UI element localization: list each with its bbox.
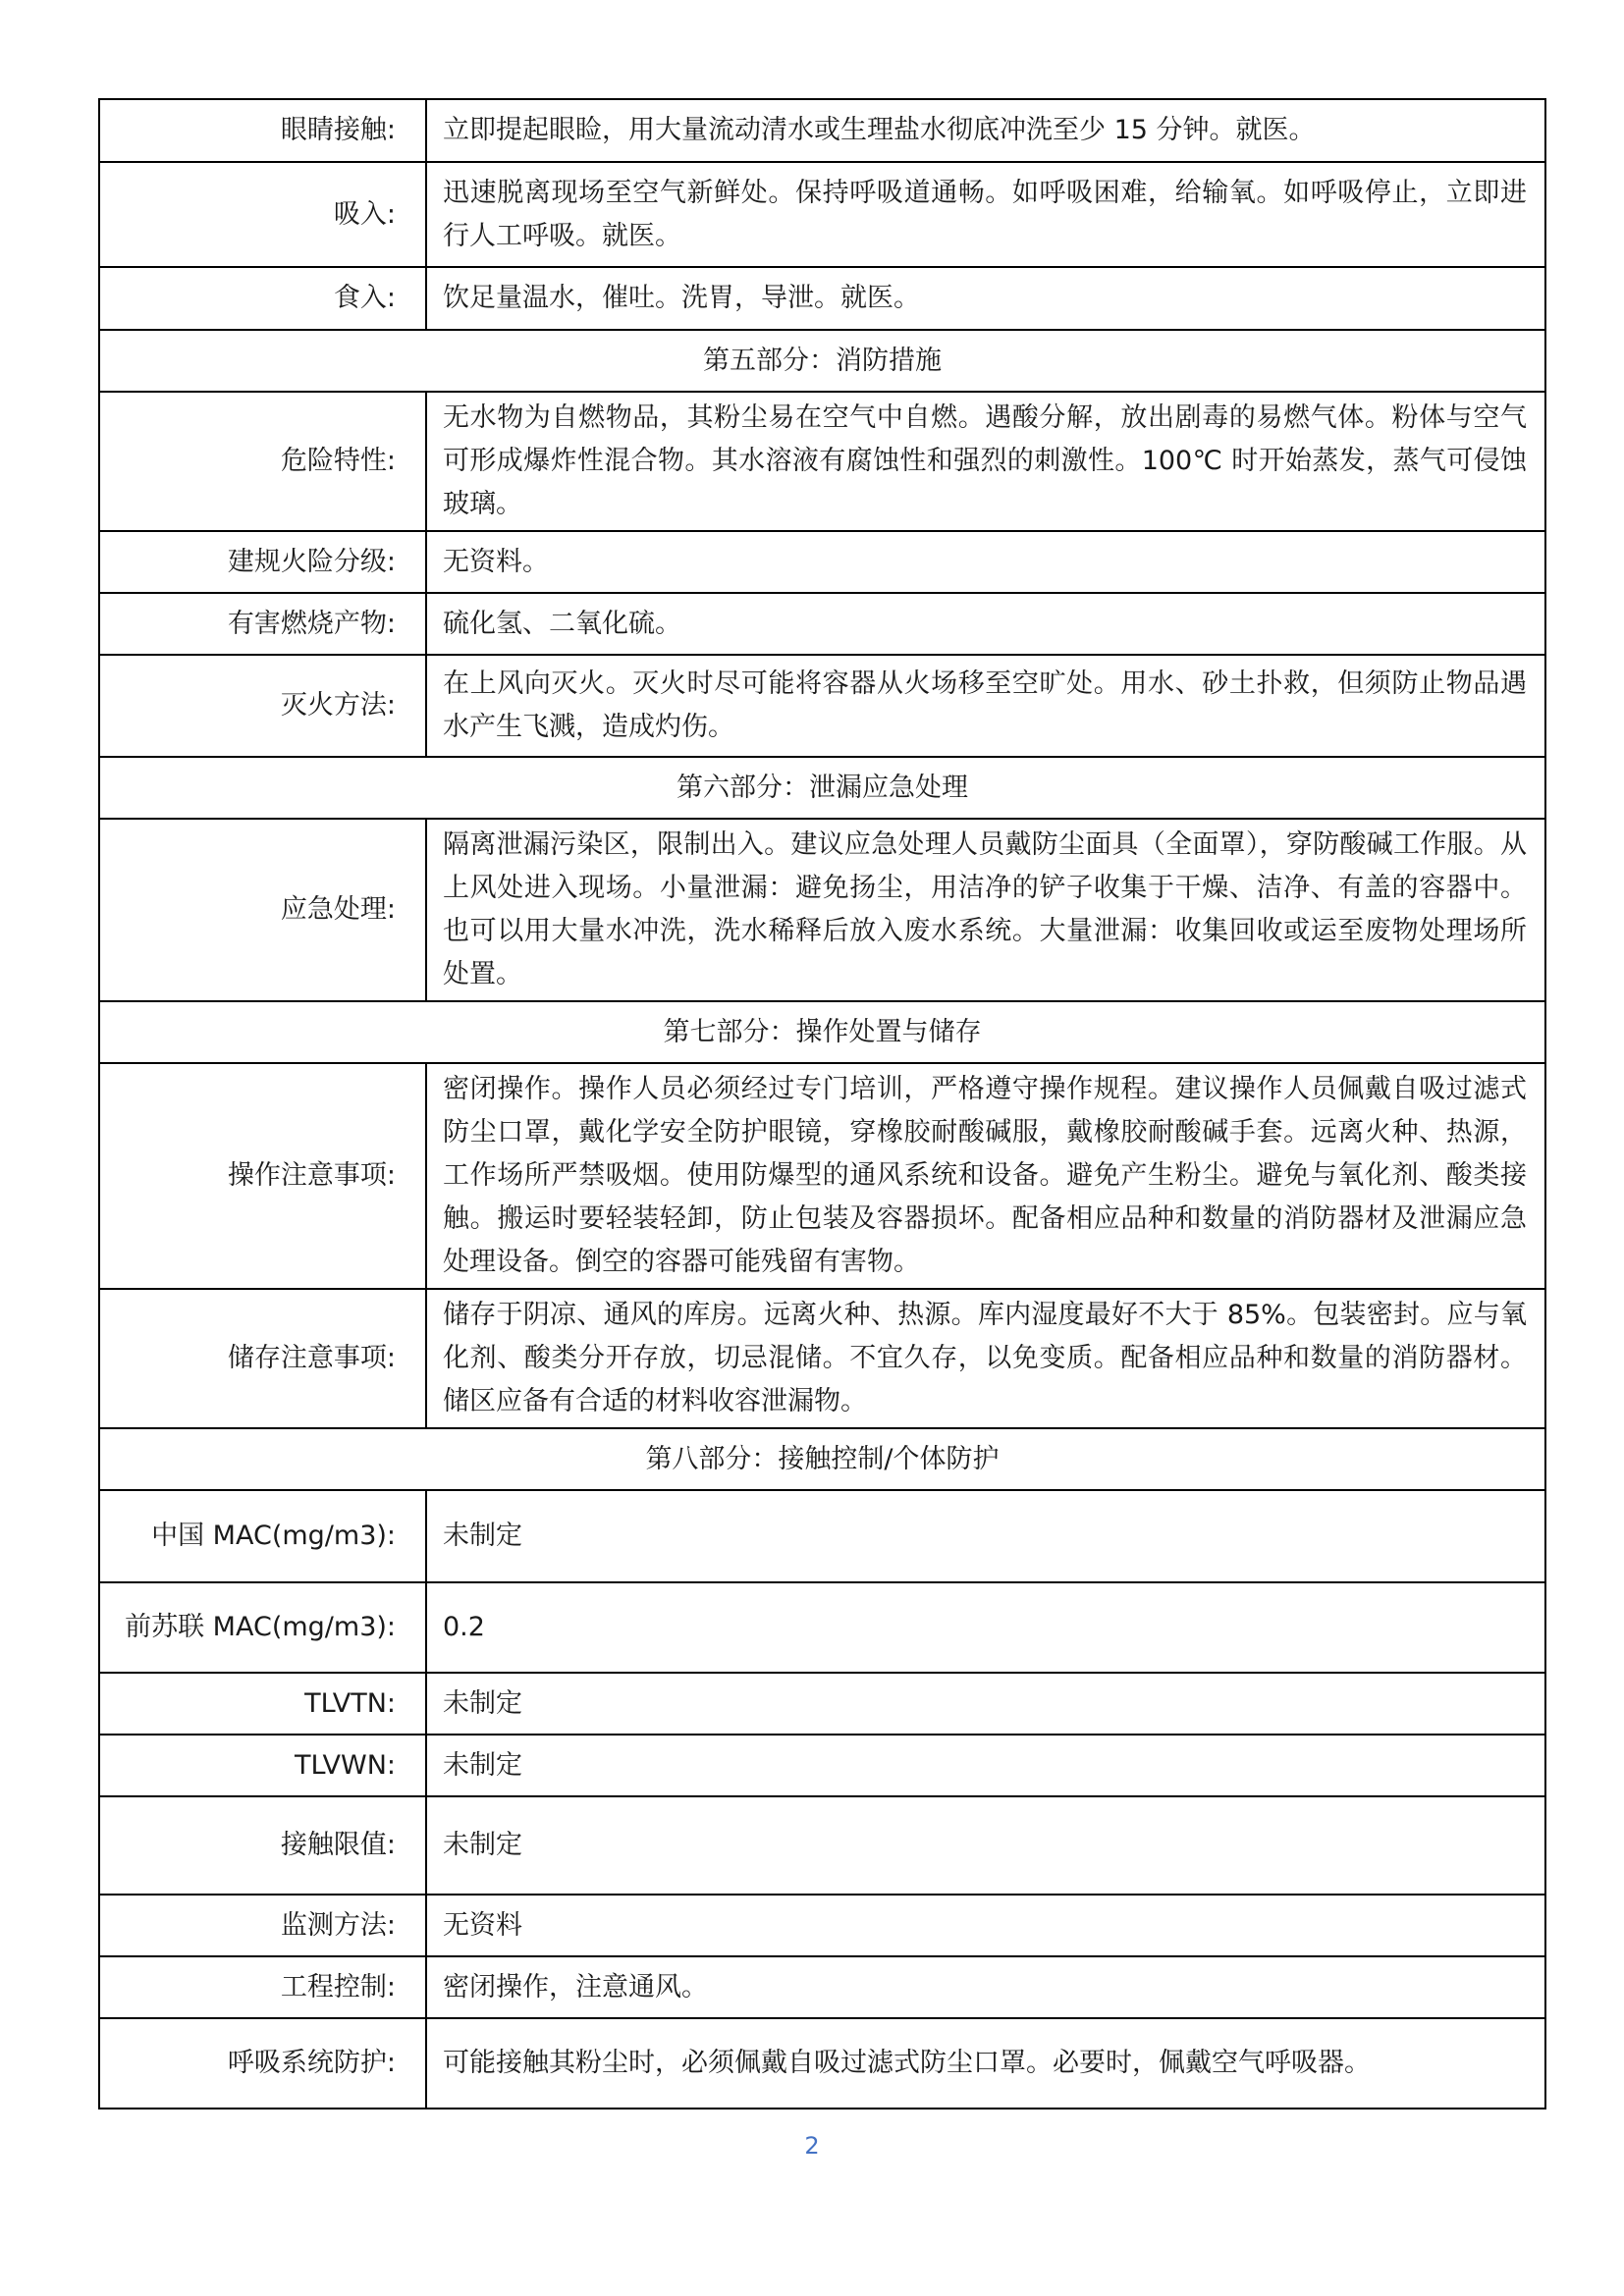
row-label: 食入: xyxy=(99,267,426,330)
table-row xyxy=(99,267,1545,330)
row-label: TLVTN: xyxy=(99,1673,426,1735)
row-label: 吸入: xyxy=(99,162,426,267)
row-value: 无资料。 xyxy=(426,531,1545,593)
row-value: 储存于阴凉、通风的库房。远离火种、热源。库内湿度最好不大于 85%。包装密封。应与氧化剂、酸类分开存放，切忌混储。不宜久存，以免变质。配备相应品种和数量的消防器材。储区应备有合适的材料收容泄漏物。 xyxy=(426,1289,1545,1428)
section-header-row xyxy=(99,330,1545,392)
row-label: 工程控制: xyxy=(99,1956,426,2018)
table-row xyxy=(99,162,1545,267)
row-label: 接触限值: xyxy=(99,1796,426,1895)
row-value: 未制定 xyxy=(426,1735,1545,1796)
section-title: 第六部分：泄漏应急处理 xyxy=(99,757,1545,819)
table-row xyxy=(99,1289,1545,1428)
row-value: 无水物为自燃物品，其粉尘易在空气中自燃。遇酸分解，放出剧毒的易燃气体。粉体与空气可形成爆炸性混合物。其水溶液有腐蚀性和强烈的刺激性。100℃ 时开始蒸发，蒸气可侵蚀玻璃。 xyxy=(426,392,1545,531)
row-label: 操作注意事项: xyxy=(99,1063,426,1289)
table-row xyxy=(99,1796,1545,1895)
row-value: 在上风向灭火。灭火时尽可能将容器从火场移至空旷处。用水、砂土扑救，但须防止物品遇水产生飞溅，造成灼伤。 xyxy=(426,655,1545,757)
row-label: 有害燃烧产物: xyxy=(99,593,426,655)
row-label: 储存注意事项: xyxy=(99,1289,426,1428)
row-value: 迅速脱离现场至空气新鲜处。保持呼吸道通畅。如呼吸困难，给输氧。如呼吸停止，立即进行人工呼吸。就医。 xyxy=(426,162,1545,267)
section-title: 第七部分：操作处置与储存 xyxy=(99,1001,1545,1063)
row-value: 0.2 xyxy=(426,1582,1545,1673)
row-label: 应急处理: xyxy=(99,819,426,1001)
table-row xyxy=(99,819,1545,1001)
row-label: TLVWN: xyxy=(99,1735,426,1796)
row-label: 监测方法: xyxy=(99,1895,426,1956)
table-row xyxy=(99,1490,1545,1582)
section-header-row xyxy=(99,1428,1545,1490)
row-value: 立即提起眼睑，用大量流动清水或生理盐水彻底冲洗至少 15 分钟。就医。 xyxy=(426,99,1545,162)
table-row xyxy=(99,1673,1545,1735)
table-row xyxy=(99,392,1545,531)
section-header-row xyxy=(99,1001,1545,1063)
table-row xyxy=(99,2018,1545,2109)
row-value: 隔离泄漏污染区，限制出入。建议应急处理人员戴防尘面具（全面罩），穿防酸碱工作服。从上风处进入现场。小量泄漏：避免扬尘，用洁净的铲子收集于干燥、洁净、有盖的容器中。也可以用大量水冲洗，洗水稀释后放入废水系统。大量泄漏：收集回收或运至废物处理场所处置。 xyxy=(426,819,1545,1001)
row-value: 未制定 xyxy=(426,1490,1545,1582)
table-row xyxy=(99,593,1545,655)
row-label: 眼睛接触: xyxy=(99,99,426,162)
row-label: 前苏联 MAC(mg/m3): xyxy=(99,1582,426,1673)
section-header-row xyxy=(99,757,1545,819)
row-value: 未制定 xyxy=(426,1673,1545,1735)
row-value: 无资料 xyxy=(426,1895,1545,1956)
row-value: 未制定 xyxy=(426,1796,1545,1895)
row-label: 建规火险分级: xyxy=(99,531,426,593)
row-label: 中国 MAC(mg/m3): xyxy=(99,1490,426,1582)
table-row xyxy=(99,1956,1545,2018)
table-row xyxy=(99,1582,1545,1673)
row-value: 硫化氢、二氧化硫。 xyxy=(426,593,1545,655)
row-value: 饮足量温水，催吐。洗胃，导泄。就医。 xyxy=(426,267,1545,330)
section-title: 第五部分：消防措施 xyxy=(99,330,1545,392)
page-number: 2 xyxy=(804,2132,820,2160)
msds-table xyxy=(98,98,1546,2109)
table-row xyxy=(99,531,1545,593)
row-label: 危险特性: xyxy=(99,392,426,531)
row-label: 灭火方法: xyxy=(99,655,426,757)
row-value: 密闭操作。操作人员必须经过专门培训，严格遵守操作规程。建议操作人员佩戴自吸过滤式防尘口罩，戴化学安全防护眼镜，穿橡胶耐酸碱服，戴橡胶耐酸碱手套。远离火种、热源，工作场所严禁吸烟。使用防爆型的通风系统和设备。避免产生粉尘。避免与氧化剂、酸类接触。搬运时要轻装轻卸，防止包装及容器损坏。配备相应品种和数量的消防器材及泄漏应急处理设备。倒空的容器可能残留有害物。 xyxy=(426,1063,1545,1289)
table-row xyxy=(99,1895,1545,1956)
table-row xyxy=(99,655,1545,757)
row-value: 密闭操作，注意通风。 xyxy=(426,1956,1545,2018)
section-title: 第八部分：接触控制/个体防护 xyxy=(99,1428,1545,1490)
table-row xyxy=(99,1063,1545,1289)
table-row xyxy=(99,99,1545,162)
row-label: 呼吸系统防护: xyxy=(99,2018,426,2109)
table-row xyxy=(99,1735,1545,1796)
row-value: 可能接触其粉尘时，必须佩戴自吸过滤式防尘口罩。必要时，佩戴空气呼吸器。 xyxy=(426,2018,1545,2109)
